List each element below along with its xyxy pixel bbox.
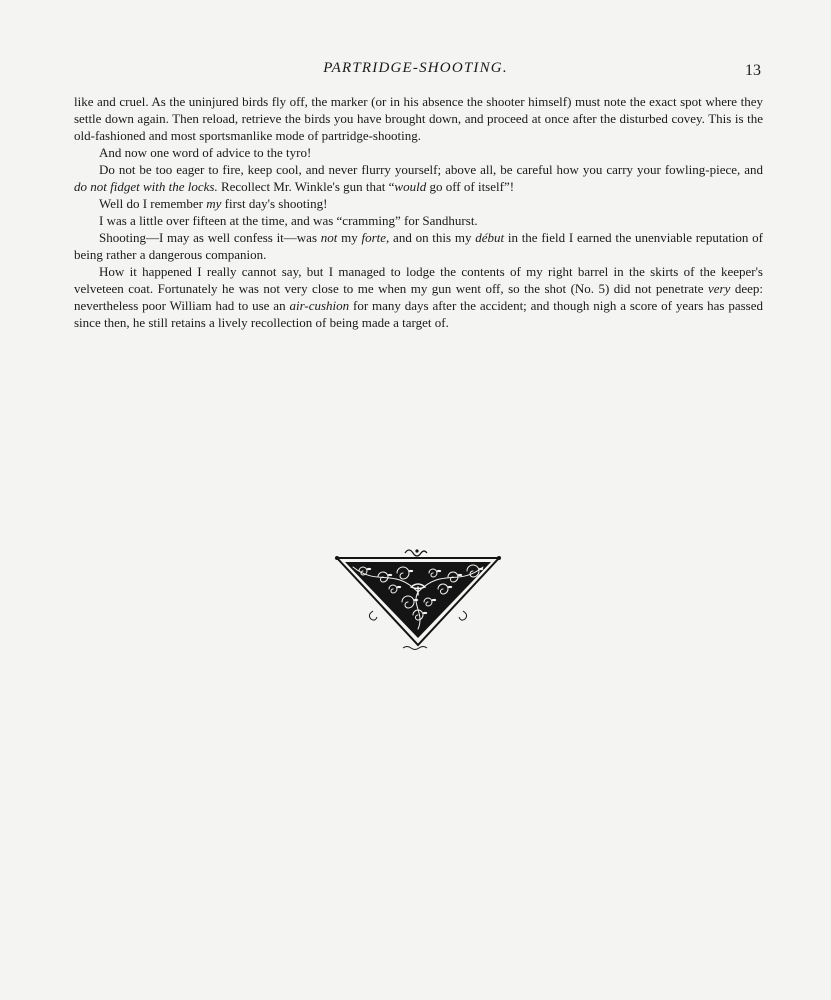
italic-text: air-cushion bbox=[289, 298, 350, 313]
body-text bbox=[74, 93, 763, 331]
text-run: And now one word of advice to the tyro! bbox=[99, 145, 312, 160]
italic-text: do not fidget with the locks. bbox=[74, 179, 218, 194]
text-run: Shooting—I may as well confess it—was bbox=[99, 230, 321, 245]
italic-text: very bbox=[708, 281, 731, 296]
text-run: my bbox=[337, 230, 362, 245]
paragraph bbox=[74, 144, 763, 161]
text-run: How it happened I really cannot say, but I managed to lodge the contents of my right barrel in the skirts of the keeper's velveteen coat. Fortunately he was not very close to me when my gun went off, so the shot (No. 5) did not penetrate bbox=[74, 264, 763, 296]
running-title: PARTRIDGE-SHOOTING. bbox=[323, 60, 508, 76]
text-run: Do not be too eager to fire, keep cool, and never flurry yourself; above all, be careful how you carry your fowling-piece, and bbox=[99, 162, 763, 177]
ornament-svg bbox=[333, 547, 503, 652]
text-run: for many days after the accident; and though nigh a score of years has passed since then, he still retains a lively recollection of being made a target of. bbox=[74, 298, 763, 330]
italic-text: would bbox=[394, 179, 427, 194]
running-head bbox=[0, 60, 831, 82]
paragraph bbox=[74, 195, 763, 212]
paragraph bbox=[74, 93, 763, 144]
text-run: like and cruel. As the uninjured birds fly off, the marker (or in his absence the shooter himself) must note the exact spot where they settle down again. Then reload, retrieve the birds you have brought down, and proceed at once after the disturbed covey. This is the old-fashioned and most sportsmanlike mode of partridge-shooting. bbox=[74, 94, 763, 143]
paragraph bbox=[74, 212, 763, 229]
italic-text: my bbox=[206, 196, 222, 211]
text-run: Well do I remember bbox=[99, 196, 207, 211]
page-number: 13 bbox=[745, 62, 761, 79]
italic-text: début bbox=[475, 230, 505, 245]
text-run: Recollect Mr. Winkle's gun that “ bbox=[217, 179, 395, 194]
paragraph bbox=[74, 161, 763, 195]
text-run: go off of itself”! bbox=[426, 179, 515, 194]
text-run: I was a little over fifteen at the time, and was “cramming” for Sandhurst. bbox=[99, 213, 478, 228]
italic-text: forte, bbox=[361, 230, 390, 245]
floral-triangle-tailpiece-icon bbox=[333, 547, 503, 652]
paragraph bbox=[74, 229, 763, 263]
text-run: deep: nevertheless poor William had to use an bbox=[74, 281, 763, 313]
italic-text: not bbox=[320, 230, 338, 245]
text-run: first day's shooting! bbox=[221, 196, 328, 211]
text-run: in the field I earned the unenviable reputation of being rather a dangerous companion. bbox=[74, 230, 764, 262]
text-run: and on this my bbox=[389, 230, 476, 245]
paragraph bbox=[74, 263, 763, 331]
